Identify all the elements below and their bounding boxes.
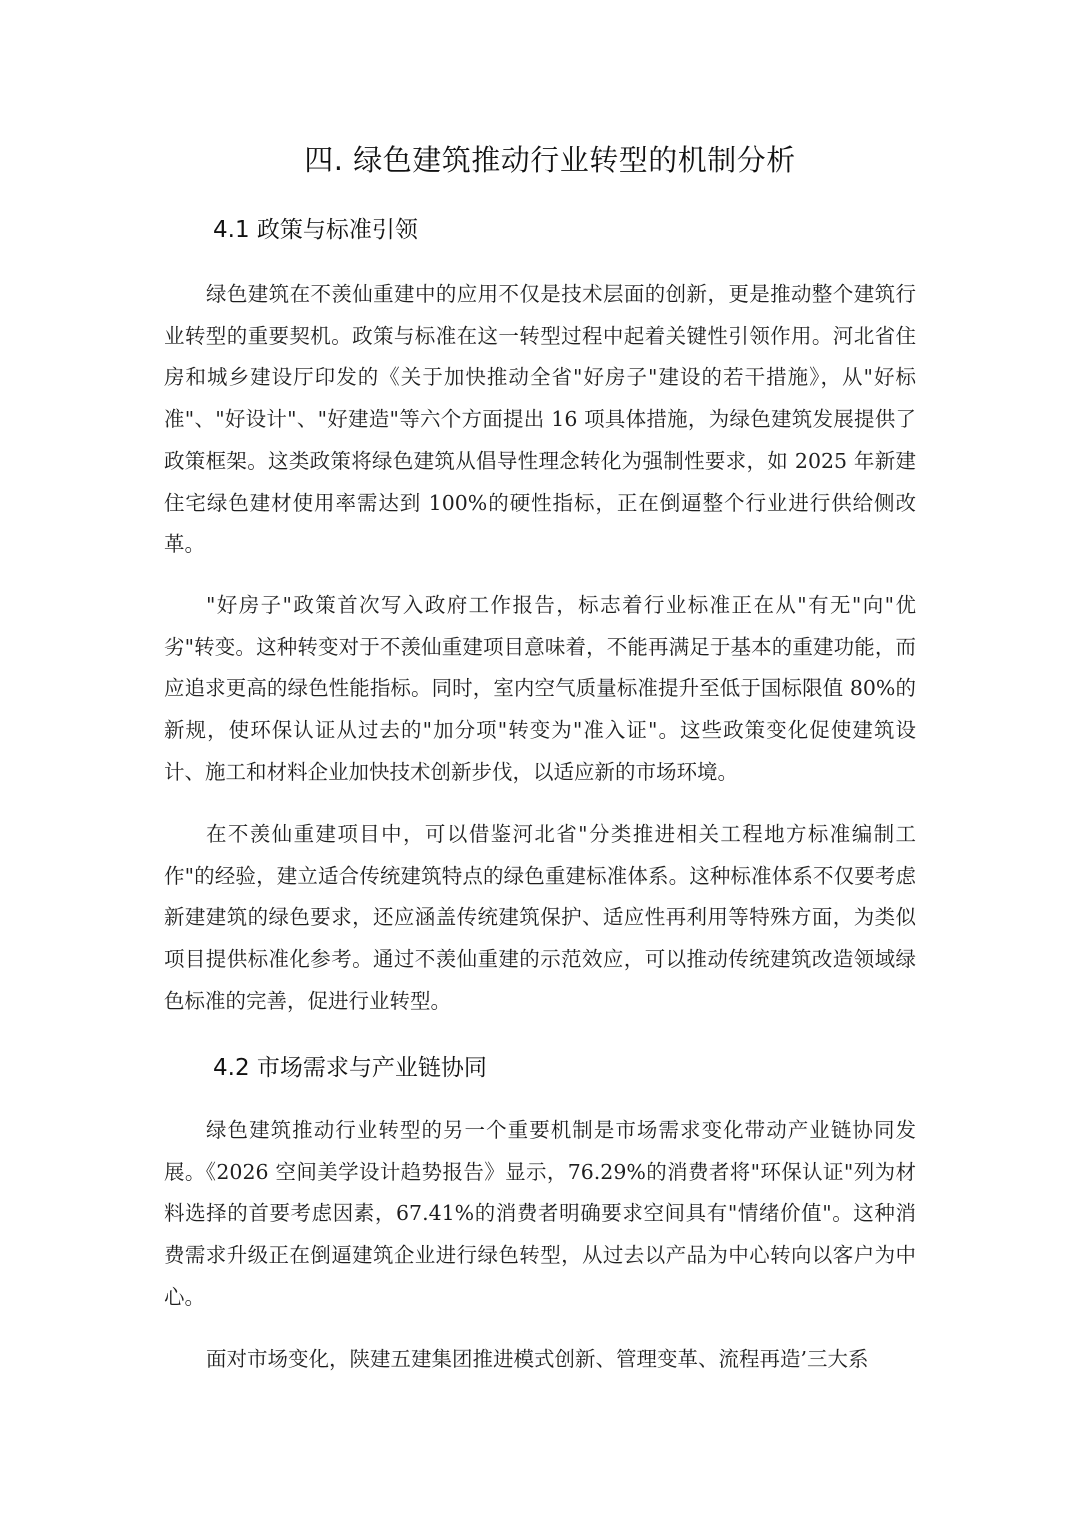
paragraph-4-2-1: 绿色建筑推动行业转型的另一个重要机制是市场需求变化带动产业链协同发展。《2026 空间美学设计趋势报告》显示，76.29%的消费者将"环保认证"列为材料选择的首要考虑因素，67.41%的消费者明确要求空间具有"情绪价值"。这种消费需求升级正在倒逼建筑企业进行绿色转型，从过去以产品为中心转向以客户为中心。 <box>164 1118 916 1309</box>
section-heading-4-1: 4.1 政策与标准引领 <box>213 217 418 243</box>
paragraph-4-2-2: 面对市场变化，陕建五建集团推进模式创新、管理变革、流程再造’三大系 <box>206 1347 869 1371</box>
section-heading-4-2: 4.2 市场需求与产业链协同 <box>213 1055 487 1081</box>
chapter-title: 四. 绿色建筑推动行业转型的机制分析 <box>304 143 796 177</box>
paragraph-4-1-2: "好房子"政策首次写入政府工作报告，标志着行业标准正在从"有无"向"优劣"转变。这种转变对于不羡仙重建项目意味着，不能再满足于基本的重建功能，而应追求更高的绿色性能指标。同时，室内空气质量标准提升至低于国标限值 80%的新规，使环保认证从过去的"加分项"转变为"准入证"。这些政策变化促使建筑设计、施工和材料企业加快技术创新步伐，以适应新的市场环境。 <box>164 593 916 784</box>
paragraph-4-1-1: 绿色建筑在不羡仙重建中的应用不仅是技术层面的创新，更是推动整个建筑行业转型的重要契机。政策与标准在这一转型过程中起着关键性引领作用。河北省住房和城乡建设厅印发的《关于加快推动全省"好房子"建设的若干措施》，从"好标准"、"好设计"、"好建造"等六个方面提出 16 项具体措施，为绿色建筑发展提供了政策框架。这类政策将绿色建筑从倡导性理念转化为强制性要求，如 2025 年新建住宅绿色建材使用率需达到 100%的硬性指标，正在倒逼整个行业进行供给侧改革。 <box>164 282 916 557</box>
paragraph-4-1-3: 在不羡仙重建项目中，可以借鉴河北省"分类推进相关工程地方标准编制工作"的经验，建立适合传统建筑特点的绿色重建标准体系。这种标准体系不仅要考虑新建建筑的绿色要求，还应涵盖传统建筑保护、适应性再利用等特殊方面，为类似项目提供标准化参考。通过不羡仙重建的示范效应，可以推动传统建筑改造领域绿色标准的完善，促进行业转型。 <box>164 822 916 1013</box>
